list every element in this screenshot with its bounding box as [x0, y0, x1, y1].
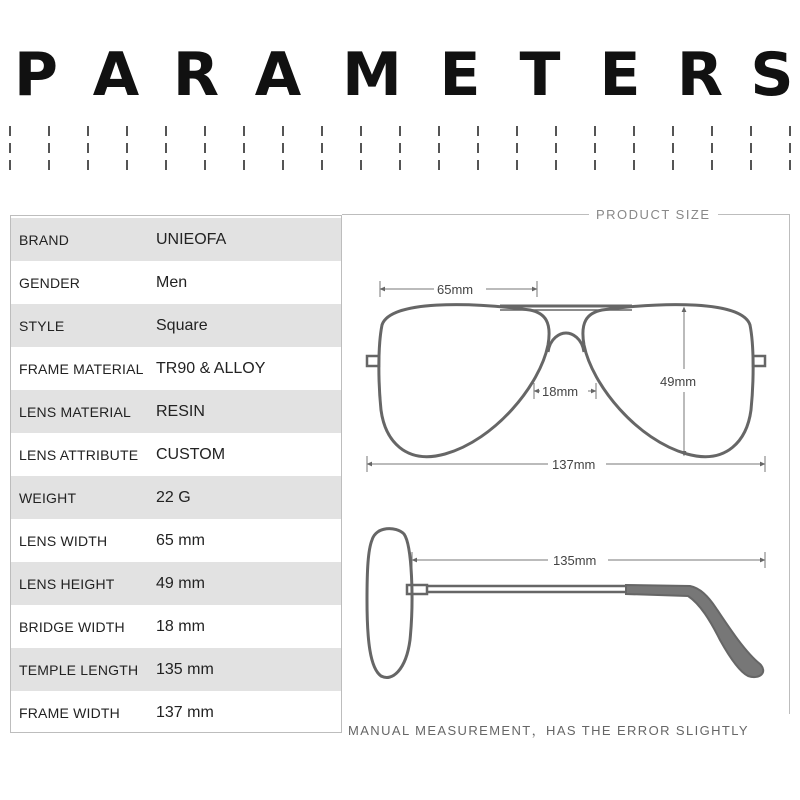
title-letter: A: [254, 40, 302, 110]
title-letter: E: [439, 40, 481, 110]
temple-arm: [427, 586, 628, 592]
measurement-note: MANUAL MEASUREMENT，HAS THE ERROR SLIGHTLY: [348, 723, 749, 738]
spec-value: 137 mm: [156, 703, 214, 721]
side-hinge: [407, 585, 427, 594]
spec-label: BRAND: [19, 231, 70, 248]
left-hinge: [367, 356, 379, 366]
spec-label: STYLE: [19, 317, 65, 334]
frame-width-label: 137mm: [552, 457, 596, 472]
spec-value: 49 mm: [156, 574, 205, 592]
spec-label: LENS HEIGHT: [19, 575, 115, 592]
spec-value: UNIEOFA: [156, 230, 227, 248]
title-letter: R: [172, 40, 220, 110]
bridge-width-label: 18mm: [542, 384, 579, 399]
spec-label: BRIDGE WIDTH: [19, 618, 125, 635]
spec-value: 65 mm: [156, 531, 205, 549]
spec-label: LENS MATERIAL: [19, 403, 132, 420]
spec-value: 135 mm: [156, 660, 214, 678]
spec-label: WEIGHT: [19, 489, 77, 506]
bridge: [548, 333, 584, 352]
front-view: [367, 305, 765, 457]
lens-height-label: 49mm: [660, 374, 697, 389]
spec-value: CUSTOM: [156, 445, 226, 463]
temple-length-label: 135mm: [553, 553, 597, 568]
title-letter: T: [519, 40, 561, 110]
temple-tip: [626, 585, 763, 677]
left-lens: [379, 305, 549, 457]
spec-label: LENS ATTRIBUTE: [19, 446, 139, 463]
spec-value: Square: [156, 316, 208, 334]
title-letter: P: [14, 40, 58, 110]
title-letter: E: [599, 40, 641, 110]
spec-value: 22 G: [156, 488, 191, 506]
title-letter: S: [750, 40, 794, 110]
title-letter: M: [342, 40, 402, 110]
side-lens: [367, 529, 412, 678]
side-view: [367, 529, 763, 678]
panel-heading: PRODUCT SIZE: [596, 207, 711, 222]
spec-value: TR90 & ALLOY: [156, 359, 266, 377]
spec-value: 18 mm: [156, 617, 205, 635]
spec-label: LENS WIDTH: [19, 532, 108, 549]
spec-value: Men: [156, 273, 188, 291]
spec-value: RESIN: [156, 402, 205, 420]
lens-width-label: 65mm: [437, 282, 474, 297]
title-letter: A: [92, 40, 140, 110]
spec-label: GENDER: [19, 274, 81, 291]
title-letter: R: [676, 40, 724, 110]
spec-label: TEMPLE LENGTH: [19, 661, 139, 678]
spec-label: FRAME WIDTH: [19, 704, 120, 721]
spec-label: FRAME MATERIAL: [19, 360, 144, 377]
right-hinge: [753, 356, 765, 366]
